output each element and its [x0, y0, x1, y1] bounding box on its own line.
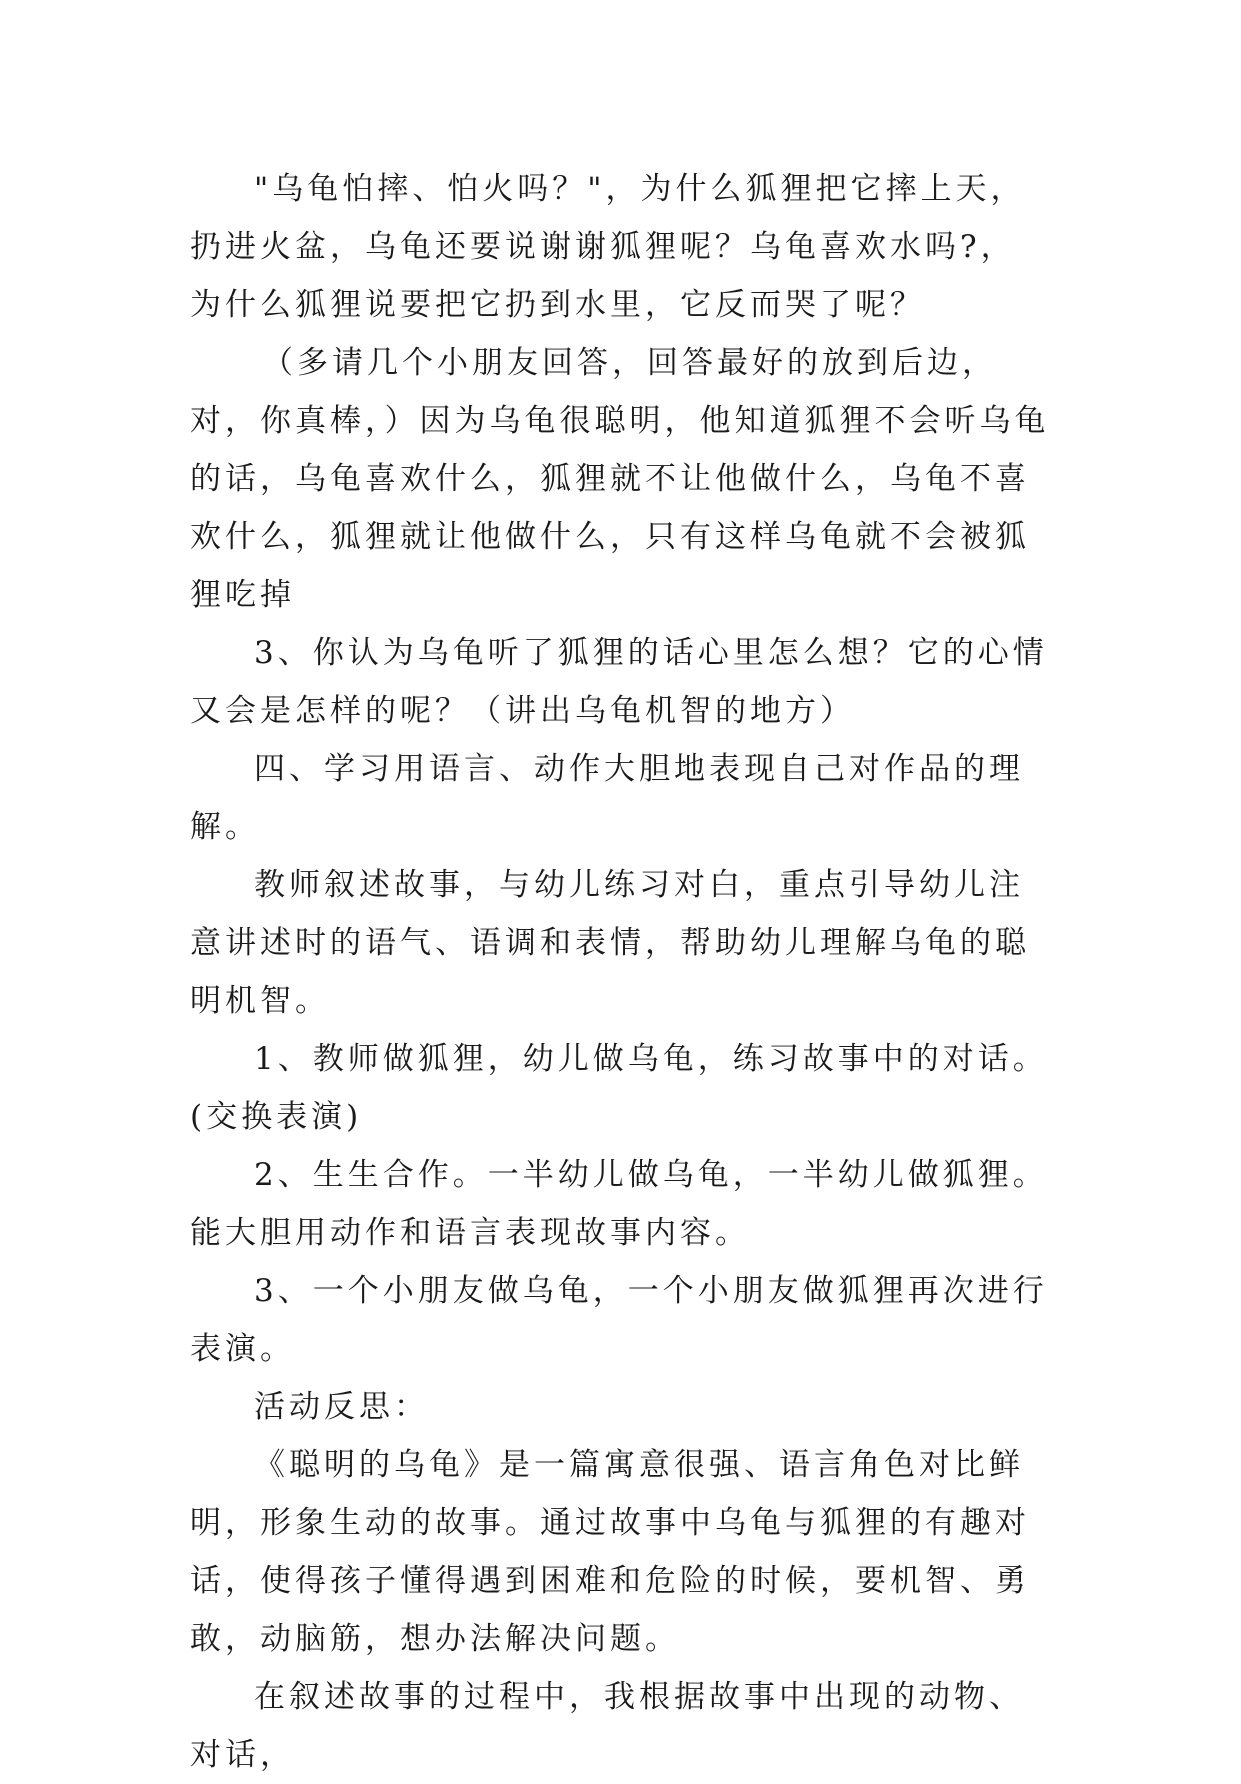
paragraph-step-3-think: 3、你认为乌龟听了狐狸的话心里怎么想？它的心情又会是怎样的呢？（讲出乌龟机智的地方）	[190, 635, 1048, 729]
paragraph-teacher-narration: 教师叙述故事，与幼儿练习对白，重点引导幼儿注意讲述时的语气、语调和表情，帮助幼儿理解乌龟的聪明机智。	[190, 867, 1030, 1019]
reflection-heading: 活动反思：	[254, 1389, 429, 1425]
section-heading-four: 四、学习用语言、动作大胆地表现自己对作品的理解。	[190, 751, 1024, 845]
paragraph-step-2: 2、生生合作。一半幼儿做乌龟，一半幼儿做狐狸。能大胆用动作和语言表现故事内容。	[190, 1157, 1048, 1251]
paragraph-question: "乌龟怕摔、怕火吗？"，为什么狐狸把它摔上天，扔进火盆，乌龟还要说谢谢狐狸呢？乌龟喜欢水吗?，为什么狐狸说要把它扔到水里，它反而哭了呢？	[190, 171, 1026, 323]
document-body	[190, 160, 1050, 1784]
paragraph-step-1: 1、教师做狐狸，幼儿做乌龟，练习故事中的对话。(交换表演)	[190, 1041, 1048, 1135]
paragraph-step-3-perform: 3、一个小朋友做乌龟，一个小朋友做狐狸再次进行表演。	[190, 1273, 1048, 1367]
paragraph-reflection: 《聪明的乌龟》是一篇寓意很强、语言角色对比鲜明，形象生动的故事。通过故事中乌龟与狐狸的有趣对话，使得孩子懂得遇到困难和危险的时候，要机智、勇敢，动脑筋，想办法解决问题。	[190, 1447, 1030, 1657]
paragraph-narration-process: 在叙述故事的过程中，我根据故事中出现的动物、对话，	[190, 1679, 1024, 1773]
paragraph-answer: （多请几个小朋友回答，回答最好的放到后边，对，你真棒，）因为乌龟很聪明，他知道狐狸不会听乌龟的话，乌龟喜欢什么，狐狸就不让他做什么，乌龟不喜欢什么，狐狸就让他做什么，只有这样乌龟就不会被狐狸吃掉	[190, 345, 1050, 613]
